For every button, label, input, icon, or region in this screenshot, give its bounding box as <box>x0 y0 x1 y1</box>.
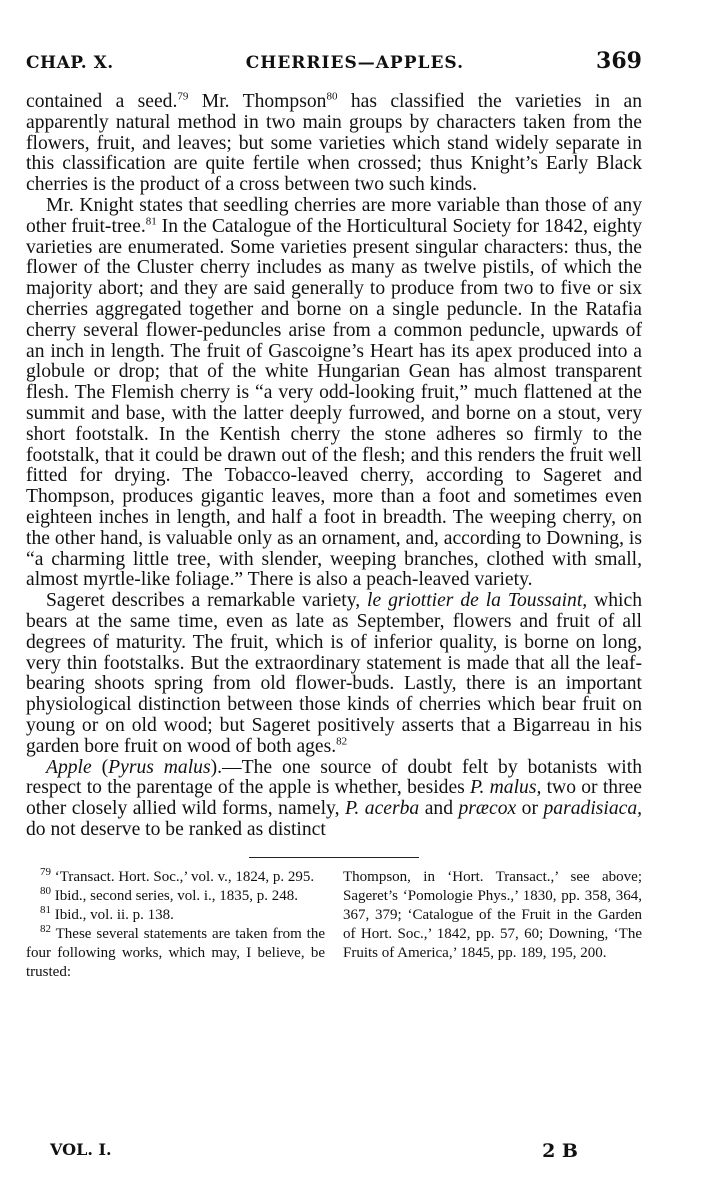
footnotes <box>26 865 642 982</box>
italic-run: paradisiaca, <box>543 798 643 820</box>
footnote-column-left <box>26 865 325 982</box>
footnote-ref-79: 79 <box>177 90 189 103</box>
text-run: two or three other closely allied wild forms, namely, <box>26 777 642 820</box>
text-run: ( <box>91 756 109 778</box>
text-run: Sageret describes a remarkable variety, <box>46 590 368 612</box>
text-run: and <box>419 798 459 820</box>
italic-run: P. acerba <box>344 798 420 820</box>
footnote-79 <box>26 865 325 887</box>
text-run: do not deserve to be ranked as distinct <box>26 818 326 840</box>
footnote-number: 79 <box>40 865 51 878</box>
italic-run: Apple <box>46 756 92 778</box>
text-run: Mr. Thompson <box>188 91 327 112</box>
body-text <box>26 92 642 841</box>
paragraph-3 <box>26 591 642 757</box>
footnote-number: 80 <box>40 884 51 897</box>
footnote-81 <box>26 903 325 925</box>
footnote-text: These several statements are taken from the four following works, which may, I believe, be trusted: <box>26 925 325 980</box>
page-footer <box>50 1140 578 1162</box>
volume-label: VOL. I. <box>50 1140 112 1159</box>
footnote-80 <box>26 884 325 906</box>
italic-run: le griottier de la Toussaint, <box>367 590 588 612</box>
chapter-label: CHAP. X. <box>26 53 114 73</box>
italic-run: præcox <box>458 798 517 820</box>
footnote-rule <box>249 857 419 858</box>
footnote-text: Ibid., vol. ii. p. 138. <box>51 906 174 923</box>
text-run: contained a seed. <box>26 91 178 112</box>
footnote-ref-82: 82 <box>336 735 348 748</box>
italic-run: Pyrus malus <box>108 756 211 778</box>
signature-mark: 2 B <box>542 1140 578 1162</box>
text-run: ).—The one source of doubt felt by botanists with respect to the parentage of the apple is whether, besides <box>26 756 642 799</box>
footnote-ref-81: 81 <box>145 215 157 228</box>
footnote-82-continued: Thompson, in ‘Hort. Transact.,’ see above; Sageret’s ‘Pomologie Phys.,’ 1830, pp. 358, 364, 367, 379; ‘Catalogue of the Fruit in the Garden of Hort. Soc.,’ 1842, pp. 57, 60; Downing, ‘The Fruits of America,’ 1845, pp. 189, 195, 200. <box>343 868 642 961</box>
footnote-text: Ibid., second series, vol. i., 1835, p. 248. <box>51 887 299 904</box>
running-header <box>26 48 642 92</box>
text-run: which bears at the same time, even as late as September, flowers and fruit of all degrees of maturity. The fruit, which is of inferior quality, is borne on long, very thin footstalks. But the extraordinary statement is made that all the leaf-bearing shoots spring from old flower-buds. Lastly, there is an important physiological distinction between those kinds of cherries which bear fruit on young or on old wood; but Sageret positively asserts that a Bigarreau in his garden bore fruit on wood of both ages. <box>26 590 642 757</box>
text-run: has classified the varieties in an apparently natural method in two main groups by characters taken from the flowers, fruit, and leaves; but some varieties which stand widely separate in this classification are quite fertile when crossed; thus Knight’s Early Black cherries is the product of a cross between two such kinds. <box>26 91 643 196</box>
footnote-column-right <box>343 868 642 982</box>
paragraph-2 <box>26 196 642 591</box>
footnote-82 <box>26 922 325 982</box>
page-number: 369 <box>596 48 642 74</box>
text-run: In the Catalogue of the Horticultural Society for 1842, eighty varieties are enumerated. Some varieties present singular characters: thus, the flower of the Cluster cherry includes as many as twelve pistils, of which the majority abort; and they are said generally to produce from two to five or six cherries aggregated together and borne on a single peduncle. In the Ratafia cherry several flower-peduncles arise from a common peduncle, upwards of an inch in length. The fruit of Gascoigne’s Heart has its apex produced into a globule or drop; that of the white Hungarian Gean has almost transparent flesh. The Flemish cherry is “a very odd-looking fruit,” much flattened at the summit and base, with the latter deeply furrowed, and borne on a stout, very short footstalk. In the Kentish cherry the stone adheres so firmly to the footstalk, that it could be drawn out of the flesh; and this renders the fruit well fitted for drying. The Tobacco-leaved cherry, according to Sageret and Thompson, produces gigantic leaves, more than a foot and sometimes even eighteen inches in length, and half a foot in breadth. The weeping cherry, on the other hand, is valuable only as an ornament, and, according to Downing, is “a charming little tree, with slender, weeping branches, clothed with small, almost myrtle-like foliage.” There is also a peach-leaved variety. <box>26 215 642 591</box>
text-run: Mr. Knight states that seedling cherries are more variable than those of any other fruit-tree. <box>26 194 642 237</box>
paragraph-1 <box>26 92 642 196</box>
footnote-number: 81 <box>40 903 51 916</box>
footnote-number: 82 <box>40 922 51 935</box>
italic-run: P. malus, <box>470 777 542 799</box>
footnote-text: ‘Transact. Hort. Soc.,’ vol. v., 1824, p. 295. <box>51 868 315 885</box>
paragraph-4 <box>26 758 642 841</box>
footnote-ref-80: 80 <box>326 90 338 103</box>
text-run: or <box>516 798 544 820</box>
running-title: CHERRIES—APPLES. <box>245 53 464 73</box>
